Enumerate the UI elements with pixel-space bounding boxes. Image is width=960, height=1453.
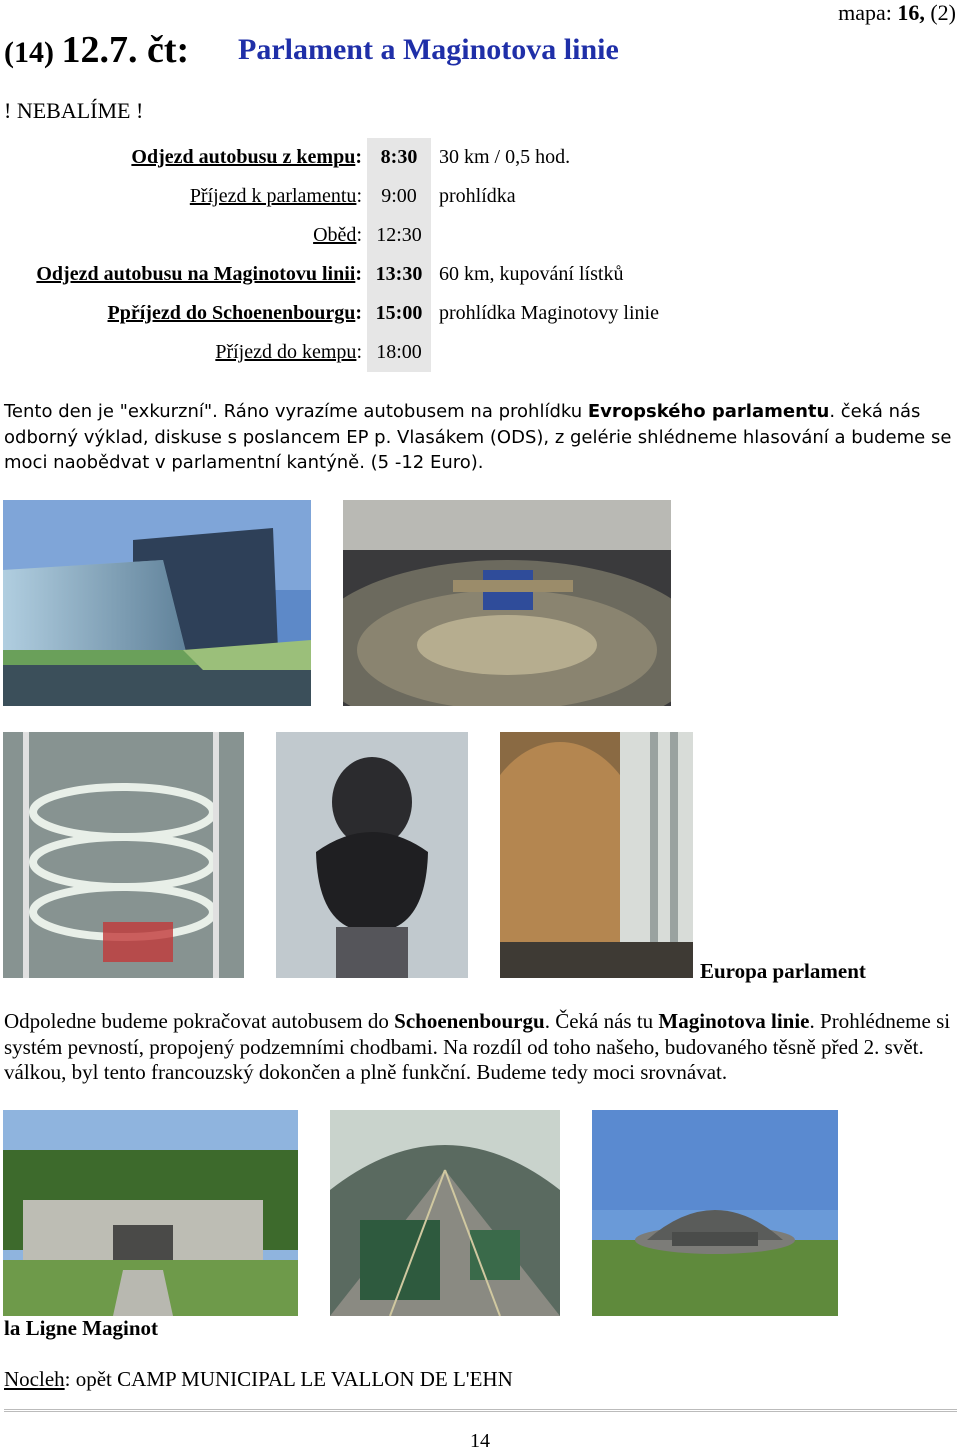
maginot-turret-photo (592, 1110, 838, 1316)
schedule-note: prohlídka (439, 185, 516, 207)
warning-note: ! NEBALÍME ! (4, 98, 144, 123)
map-pages: 16, (897, 0, 925, 25)
map-label: mapa: (838, 0, 892, 25)
night-label: Nocleh (4, 1367, 65, 1391)
schedule-time: 9:00 (367, 177, 431, 216)
maginot-tunnel-photo (330, 1110, 560, 1316)
day-index: (14) (4, 36, 54, 69)
schedule-label: Příjezd k parlamentu (189, 185, 357, 207)
parliament-caption: Europa parlament (700, 959, 866, 983)
schedule-row: Odjezd autobusu z kempu: 8:30 30 km / 0,5 hod. (0, 138, 700, 177)
schedule-row: Oběd: 12:30 (0, 216, 700, 255)
afternoon-paragraph (4, 1009, 954, 1086)
accommodation-note (4, 1367, 513, 1392)
schedule-label: Ppříjezd do Schoenenbourgu (107, 302, 356, 324)
day-heading (4, 28, 189, 72)
parliament-building-photo (3, 500, 311, 706)
text-run: . Prohlédneme si systém pevností, propojený podzemními chodbami. Na rozdíl od toho našeho, budovaného těsně před 2. svět. válkou, byl tento francouzský dokončen a plně funkční. Budeme tedy moci srovnávat. (4, 1009, 951, 1084)
schedule-label: Příjezd do kempu (215, 341, 357, 363)
schedule-row: Odjezd autobusu na Maginotovu linii: 13:30 60 km, kupování lístků (0, 255, 700, 294)
schedule-label: Oběd (313, 224, 357, 246)
schedule-label: Odjezd autobusu z kempu (131, 146, 356, 168)
night-text: : opět CAMP MUNICIPAL LE VALLON DE L'EHN (64, 1367, 513, 1391)
maginot-caption: la Ligne Maginot (4, 1316, 159, 1340)
schedule-note: 30 km / 0,5 hod. (439, 146, 571, 168)
parliament-sculpture-photo (276, 732, 468, 978)
schedule-row: Příjezd do kempu: 18:00 (0, 333, 700, 372)
schedule-time: 18:00 (367, 333, 431, 372)
parliament-staircase-photo (3, 732, 244, 978)
schedule-time: 8:30 (367, 138, 431, 177)
schedule-time: 15:00 (367, 294, 431, 333)
text-run: Tento den je "exkurzní". Ráno vyrazíme autobusem na prohlídku (4, 401, 588, 422)
schedule-row: Příjezd k parlamentu: 9:00 prohlídka (0, 177, 700, 216)
footer-divider (4, 1409, 957, 1412)
page-title: Parlament a Maginotova linie (238, 33, 619, 66)
text-run: Odpoledne budeme pokračovat autobusem do (4, 1009, 395, 1033)
text-bold: Maginotova linie (658, 1009, 810, 1033)
text-bold: Schoenenbourgu (394, 1009, 545, 1033)
parliament-interior-photo (500, 732, 693, 978)
schedule-label: Odjezd autobusu na Maginotovu linii (36, 263, 356, 285)
schedule-time: 13:30 (367, 255, 431, 294)
map-extra: (2) (930, 0, 956, 25)
schedule-time: 12:30 (367, 216, 431, 255)
schedule-row: Ppříjezd do Schoenenbourgu: 15:00 prohlídka Maginotovy linie (0, 294, 700, 333)
schedule-note: 60 km, kupování lístků (439, 263, 624, 285)
maginot-bunker-photo (3, 1110, 298, 1316)
page-number: 14 (470, 1430, 490, 1452)
text-run: . Čeká nás tu (544, 1009, 659, 1033)
schedule-table (0, 138, 700, 372)
text-bold: Evropského parlamentu (587, 401, 830, 422)
text-run: . čeká nás odborný výklad, diskuse s poslancem EP p. Vlasákem (ODS), z gelérie shlédneme hlasování a budeme se moci naobědvat v parlamentní kantýně. (5 -12 Euro). (4, 401, 952, 473)
parliament-hemicycle-photo (343, 500, 671, 706)
map-reference (838, 0, 956, 26)
day-date: 12.7. čt: (61, 29, 190, 71)
intro-paragraph (4, 399, 954, 476)
schedule-note: prohlídka Maginotovy linie (439, 302, 659, 324)
